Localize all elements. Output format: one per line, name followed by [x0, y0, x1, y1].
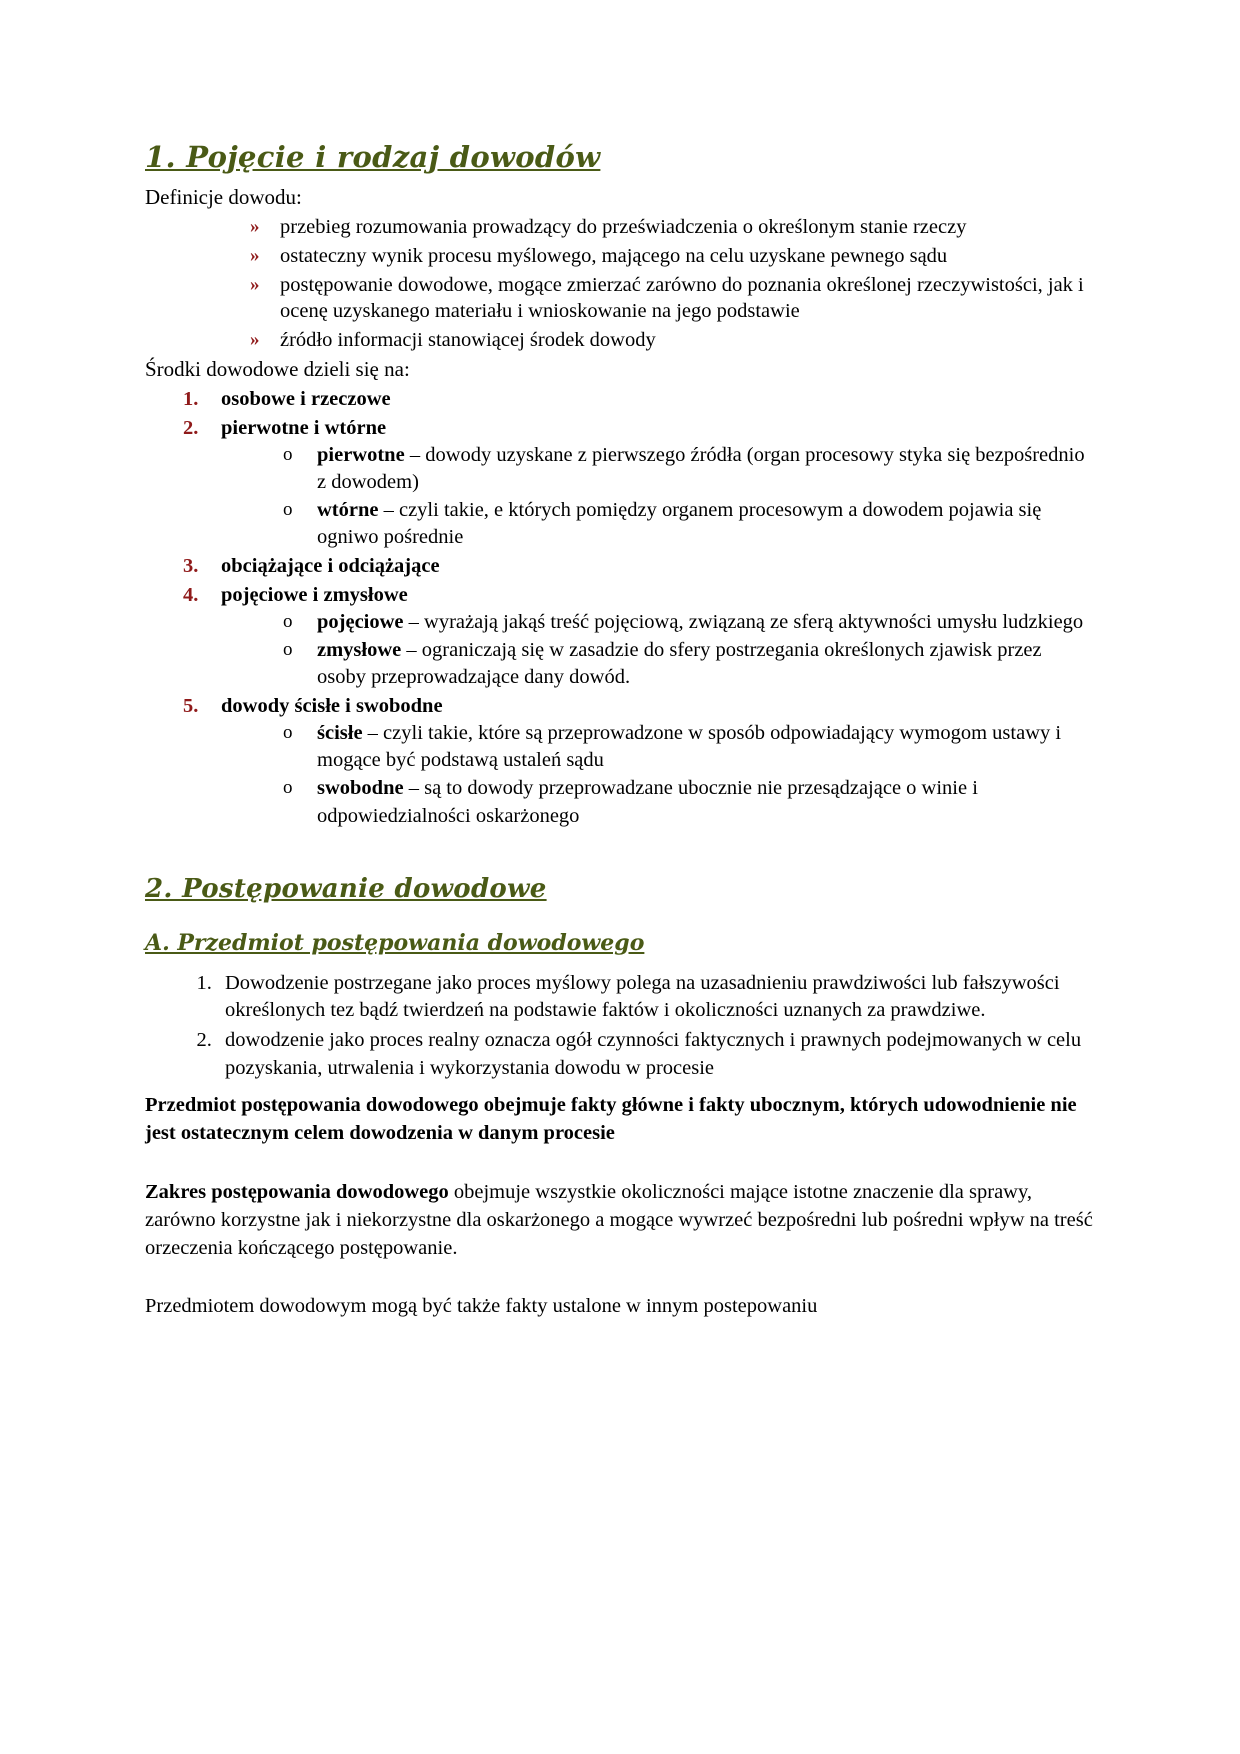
section-1-heading: 1. Pojęcie i rodzaj dowodów — [145, 140, 601, 174]
definition-text: źródło informacji stanowiącej środek dowody — [280, 328, 656, 351]
item-number: 5. — [183, 695, 199, 718]
item-label: pojęciowe i zmysłowe — [221, 584, 408, 607]
list-item — [183, 553, 1095, 580]
definition-text: ostateczny wynik procesu myślowego, mającego na celu uzyskane pewnego sądu — [280, 244, 948, 267]
subject-bold-paragraph: Przedmiot postępowania dowodowego obejmuje fakty główne i fakty ubocznym, których udowodnienie nie jest ostatecznym celem dowodzenia w danym procesie — [145, 1094, 1077, 1145]
definition-text: postępowanie dowodowe, mogące zmierzać zarówno do poznania określonej rzeczywistości, jak i ocenę uzyskanego materiału i wnioskowanie na jego podstawie — [280, 273, 1084, 323]
subsection-a-heading: A. Przedmiot postępowania dowodowego — [145, 929, 645, 956]
sub-list — [221, 720, 1095, 829]
definitions-lead: Definicje dowodu: — [145, 185, 302, 209]
sub-list-item — [283, 637, 1095, 691]
definition-text: przebieg rozumowania prowadzący do przeświadczenia o określonym stanie rzeczy — [280, 216, 967, 239]
list-item — [183, 386, 1095, 413]
circle-marker-icon: o — [283, 611, 293, 633]
sub-text: – czyli takie, e których pomiędzy organem procesowym a dowodem pojawia się ogniwo pośrednie — [317, 498, 1042, 549]
means-of-evidence-lead: Środki dowodowe dzieli się na: — [145, 356, 410, 381]
list-item — [183, 582, 1095, 691]
means-of-evidence-list — [145, 386, 1095, 830]
sub-list-item — [283, 442, 1095, 496]
sub-list — [221, 442, 1095, 551]
sub-text: – wyrażają jakąś treść pojęciową, związaną ze sferą aktywności umysłu ludzkiego — [403, 611, 1084, 634]
item-number: 3. — [183, 555, 199, 578]
list-item — [250, 327, 1095, 354]
scope-term: Zakres postępowania dowodowego — [145, 1180, 449, 1203]
chevron-marker-icon: » — [250, 328, 260, 350]
item-number: 1. — [183, 387, 199, 410]
paragraph-spacer — [145, 1164, 1095, 1178]
list-item — [250, 272, 1095, 325]
circle-marker-icon: o — [283, 498, 293, 520]
item-label: dowody ścisłe i swobodne — [221, 695, 443, 718]
list-item — [183, 693, 1095, 829]
sub-text: – ograniczają się w zasadzie do sfery postrzegania określonych zjawisk przez osoby przeprowadzające dany dowód. — [317, 639, 1042, 689]
sub-term: wtórne — [317, 498, 379, 521]
sub-term: swobodne — [317, 777, 404, 800]
list-item: 2. dowodzenie jako proces realny oznacza ogół czynności faktycznych i prawnych podejmowanych w celu pozyskania, utrwalenia i wykorzystania dowodu w procesie — [217, 1027, 1095, 1083]
item-label: obciążające i odciążające — [221, 555, 440, 578]
item-label: pierwotne i wtórne — [221, 416, 387, 439]
list-item — [250, 243, 1095, 270]
sub-list-item — [283, 497, 1095, 551]
scope-text: obejmuje wszystkie okoliczności mające istotne znaczenie dla sprawy, zarówno korzystne jak i niekorzystne dla oskarżonego a mogące wywrzeć bezpośredni lub pośredni wpływ na treść orzeczenia kończącego postępowanie. — [145, 1180, 1093, 1260]
list-item: 1. Dowodzenie postrzegane jako proces myślowy polega na uzasadnieniu prawdziwości lub fałszywości określonych tez bądź twierdzeń na podstawie faktów i okoliczności uznanych za prawdziwe. — [217, 970, 1095, 1026]
item-label: osobowe i rzeczowe — [221, 387, 391, 410]
closing-paragraph: Przedmiotem dowodowym mogą być także fakty ustalone w innym postepowaniu — [145, 1295, 818, 1318]
paragraph-spacer — [145, 1278, 1095, 1292]
list-item — [250, 214, 1095, 241]
chevron-marker-icon: » — [250, 216, 260, 238]
sub-text: – czyli takie, które są przeprowadzone w sposób odpowiadający wymogom ustawy i mogące być podstawą ustaleń sądu — [317, 722, 1062, 772]
scope-paragraph — [145, 1178, 1095, 1263]
sub-list-item — [283, 720, 1095, 774]
item-number: 4. — [183, 584, 199, 607]
sub-list — [221, 609, 1095, 691]
sub-term: pierwotne — [317, 443, 405, 466]
sub-text: – są to dowody przeprowadzane ubocznie nie przesądzające o winie i odpowiedzialności oskarżonego — [317, 777, 978, 827]
circle-marker-icon: o — [283, 777, 293, 799]
sub-term: zmysłowe — [317, 639, 402, 662]
circle-marker-icon: o — [283, 443, 293, 465]
definitions-list — [145, 214, 1095, 353]
sub-list-item — [283, 609, 1095, 636]
sub-term: ścisłe — [317, 722, 363, 745]
circle-marker-icon: o — [283, 722, 293, 744]
item-number: 2. — [183, 416, 199, 439]
chevron-marker-icon: » — [250, 244, 260, 266]
list-item — [183, 415, 1095, 551]
subsection-a-points — [145, 970, 1095, 1084]
sub-term: pojęciowe — [317, 611, 404, 634]
sub-list-item — [283, 775, 1095, 829]
sub-text: – dowody uzyskane z pierwszego źródła (organ procesowy styka się bezpośrednio z dowodem) — [317, 443, 1085, 493]
circle-marker-icon: o — [283, 639, 293, 661]
chevron-marker-icon: » — [250, 273, 260, 295]
section-2-heading: 2. Postępowanie dowodowe — [145, 873, 547, 904]
